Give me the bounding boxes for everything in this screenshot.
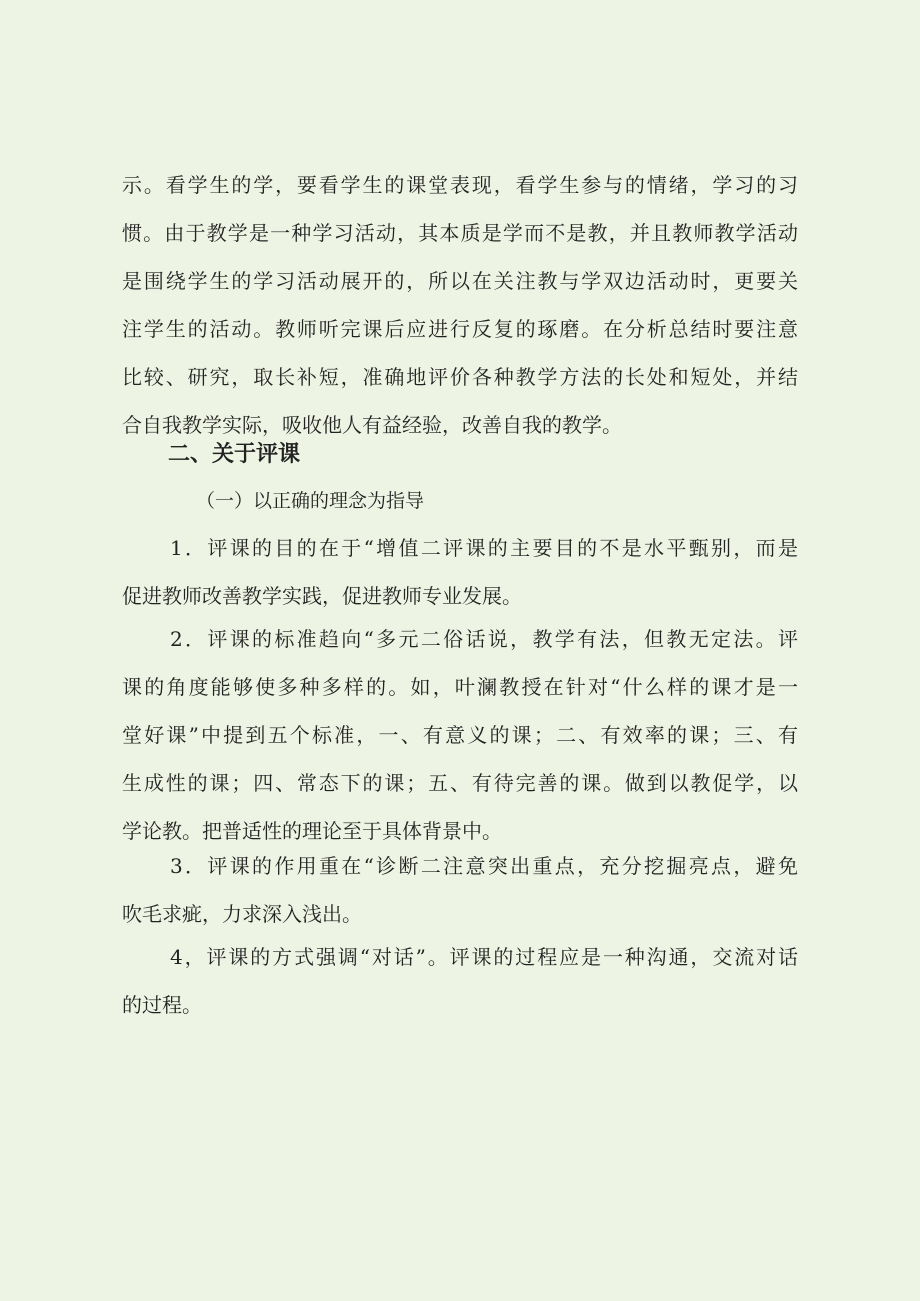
text-line: 学论教。把普适性的理论至于具体背景中。 [122, 819, 502, 843]
text-line: 吹毛求疵，力求深入浅出。 [122, 902, 362, 926]
text-line: 生成性的课；四、常态下的课；五、有待完善的课。做到以教促学，以 [122, 771, 798, 795]
section-subheading: （一）以正确的理念为指导 [196, 490, 425, 512]
text-line: 1．评课的目的在于“增值二评课的主要目的不是水平甄别，而是 [170, 536, 798, 560]
item-paragraph-4 [122, 933, 798, 1029]
text-line: 注学生的活动。教师听完课后应进行反复的琢磨。在分析总结时要注意 [122, 317, 798, 341]
text-line: 比较、研究，取长补短，准确地评价各种教学方法的长处和短处，并结 [122, 365, 798, 389]
text-line: 合自我教学实际，吸收他人有益经验，改善自我的教学。 [122, 413, 622, 437]
text-line: 促进教师改善教学实践，促进教师专业发展。 [122, 584, 522, 608]
item-paragraph-2 [122, 615, 798, 855]
text-line: 4，评课的方式强调“对话”。评课的过程应是一种沟通，交流对话 [170, 945, 798, 969]
text-line: 堂好课”中提到五个标准，一、有意义的课；二、有效率的课；三、有 [122, 723, 798, 747]
text-line: 3．评课的作用重在“诊断二注意突出重点，充分挖掘亮点，避免 [170, 854, 798, 878]
section-heading: 二、关于评课 [168, 442, 301, 467]
text-line: 惯。由于教学是一种学习活动，其本质是学而不是教，并且教师教学活动 [122, 221, 798, 245]
intro-paragraph [122, 161, 798, 449]
text-line: 课的角度能够使多种多样的。如，叶澜教授在针对“什么样的课才是一 [122, 675, 798, 699]
text-line: 2．评课的标准趋向“多元二俗话说，教学有法，但教无定法。评 [170, 627, 798, 651]
text-line: 是围绕学生的学习活动展开的，所以在关注教与学双边活动时，更要关 [122, 269, 798, 293]
item-paragraph-3 [122, 842, 798, 938]
text-line: 的过程。 [122, 993, 202, 1017]
item-paragraph-1 [122, 524, 798, 620]
text-line: 示。看学生的学，要看学生的课堂表现，看学生参与的情绪，学习的习 [122, 173, 798, 197]
